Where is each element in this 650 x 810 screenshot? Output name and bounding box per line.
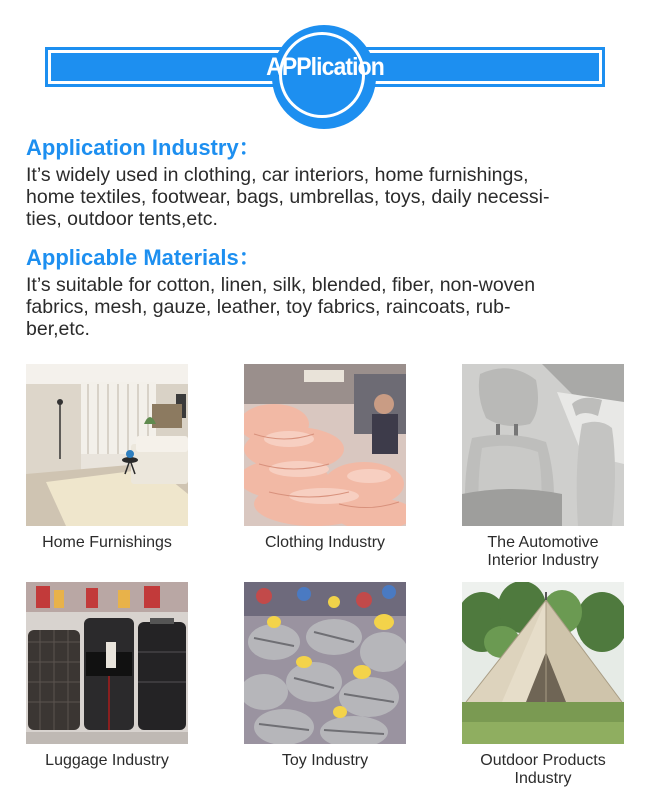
text-line: fabrics, mesh, gauze, leather, toy fabrics, raincoats, rub- bbox=[26, 296, 511, 318]
application-industry-text bbox=[26, 164, 626, 230]
caption-line: Interior Industry bbox=[487, 552, 599, 569]
caption-line: Luggage Industry bbox=[45, 752, 169, 769]
caption-line: The Automotive bbox=[487, 534, 599, 551]
text-line: ties, outdoor tents,etc. bbox=[26, 208, 218, 230]
applicable-materials-section bbox=[26, 245, 626, 340]
text-line: home textiles, footwear, bags, umbrellas, toys, daily necessi- bbox=[26, 186, 550, 208]
caption-line: Industry bbox=[514, 770, 572, 787]
gallery-caption bbox=[244, 534, 406, 552]
applicable-materials-text bbox=[26, 274, 626, 340]
gallery-card-clothing-industry bbox=[244, 364, 424, 552]
caption-line: Clothing Industry bbox=[264, 534, 386, 551]
caption-line: Home Furnishings bbox=[42, 534, 172, 551]
gallery-caption bbox=[462, 752, 624, 788]
gallery-card-toy-industry bbox=[244, 582, 424, 770]
suitcases-photo bbox=[26, 582, 188, 744]
car-seat-photo bbox=[462, 364, 624, 526]
garment-pile-photo bbox=[244, 364, 406, 526]
text-line: It’s widely used in clothing, car interiors, home furnishings, bbox=[26, 164, 529, 186]
gallery-caption bbox=[26, 534, 188, 552]
text-line: ber,etc. bbox=[26, 318, 90, 340]
gallery-card-automotive-interior bbox=[462, 364, 642, 570]
living-room-photo bbox=[26, 364, 188, 526]
application-industry-heading: Application Industry： bbox=[26, 135, 261, 160]
gallery-card-luggage-industry bbox=[26, 582, 206, 770]
gallery-card-outdoor-products bbox=[462, 582, 642, 788]
gallery-caption bbox=[26, 752, 188, 770]
application-industry-section bbox=[26, 135, 626, 230]
caption-line: Outdoor Products bbox=[480, 752, 606, 769]
text-line: It’s suitable for cotton, linen, silk, blended, fiber, non-woven bbox=[26, 274, 536, 296]
gallery-caption bbox=[462, 534, 624, 570]
application-banner bbox=[45, 47, 605, 87]
plush-toys-photo bbox=[244, 582, 406, 744]
applicable-materials-heading: Applicable Materials： bbox=[26, 245, 261, 270]
tent-photo bbox=[462, 582, 624, 744]
banner-title: APPlication bbox=[266, 53, 384, 81]
gallery-caption bbox=[244, 752, 406, 770]
gallery-card-home-furnishings bbox=[26, 364, 206, 552]
caption-line: Toy Industry bbox=[281, 752, 369, 769]
